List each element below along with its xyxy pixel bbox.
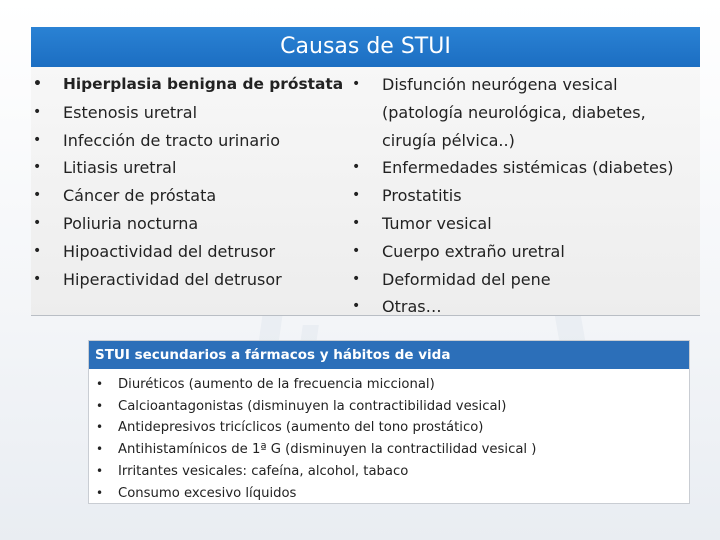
list-item [96, 396, 536, 418]
list-item-text: Diuréticos (aumento de la frecuencia miccional) [118, 377, 435, 392]
list-item-text: Antidepresivos tricíclicos (aumento del tono prostático) [118, 420, 484, 436]
list-item-text: Litiasis uretral [63, 158, 177, 178]
list-item-text: Poliuria nocturna [63, 213, 199, 233]
bullet-icon: • [352, 76, 361, 92]
secondary-causes-list [96, 374, 537, 504]
list-item [33, 154, 343, 182]
list-item-continuation: cirugía pélvica..) [382, 130, 515, 150]
bullet-icon: • [352, 214, 361, 231]
left-causes-list [33, 71, 344, 293]
bullet-icon: • [96, 377, 104, 391]
list-item [96, 374, 536, 396]
list-item-text: Consumo excesivo líquidos [118, 485, 297, 501]
secondary-causes-box [88, 340, 690, 504]
list-item-continuation: (patología neurológica, diabetes, [382, 102, 646, 122]
list-item [352, 71, 673, 154]
list-item [96, 417, 536, 439]
list-item [352, 182, 673, 210]
bullet-icon: • [352, 298, 361, 315]
bullet-icon: • [33, 270, 42, 287]
list-item-text: Irritantes vesicales: cafeína, alcohol, tabaco [118, 463, 409, 479]
bullet-icon: • [33, 214, 42, 231]
list-item [352, 266, 673, 294]
secondary-causes-header: STUI secundarios a fármacos y hábitos de vida [89, 341, 689, 369]
bullet-icon: • [96, 420, 104, 435]
list-item-text: Disfunción neurógena vesical [382, 75, 618, 94]
list-item-text: Estenosis uretral [63, 102, 198, 122]
bullet-icon: • [33, 187, 42, 204]
list-item [33, 210, 343, 238]
list-item-text: Hiperactividad del detrusor [63, 269, 282, 289]
bullet-icon: • [33, 103, 42, 120]
list-item [33, 71, 344, 99]
list-item [96, 439, 537, 461]
list-item-text: Hiperplasia benigna de próstata [63, 75, 344, 93]
list-item [352, 238, 673, 266]
list-item-text: Otras… [382, 297, 442, 317]
bullet-icon: • [352, 187, 361, 204]
list-item-text: Enfermedades sistémicas (diabetes) [382, 158, 674, 178]
list-item-text: Prostatitis [382, 186, 462, 206]
right-causes-list [352, 71, 674, 321]
bullet-icon: • [33, 242, 42, 259]
bullet-icon: • [33, 76, 42, 92]
list-item [33, 238, 343, 266]
list-item-text: Antihistamínicos de 1ª G (disminuyen la contractilidad vesical ) [118, 442, 537, 458]
bullet-icon: • [352, 242, 361, 259]
list-item [33, 182, 343, 210]
list-item-text: Deformidad del pene [382, 269, 551, 289]
list-item [96, 461, 536, 483]
list-item [352, 210, 673, 238]
list-item-text: Infección de tracto urinario [63, 130, 280, 150]
list-item-text: Tumor vesical [382, 213, 492, 233]
bullet-icon: • [352, 159, 361, 176]
bullet-icon: • [96, 398, 104, 413]
bullet-icon: • [33, 131, 42, 148]
bullet-icon: • [96, 463, 104, 478]
list-item [33, 127, 343, 155]
list-item [33, 266, 343, 294]
bullet-icon: • [96, 485, 104, 500]
list-item [352, 154, 674, 182]
bullet-icon: • [352, 270, 361, 287]
slide-title: Causas de STUI [31, 27, 700, 67]
list-item [352, 293, 673, 321]
list-item-text: Cuerpo extraño uretral [382, 241, 565, 261]
bullet-icon: • [96, 442, 104, 457]
bullet-icon: • [33, 159, 42, 176]
list-item-text: Calcioantagonistas (disminuyen la contractibilidad vesical) [118, 398, 507, 414]
list-item [96, 483, 536, 505]
list-item-text: Hipoactividad del detrusor [63, 241, 276, 261]
list-item-text: Cáncer de próstata [63, 186, 217, 206]
list-item [33, 99, 343, 127]
causes-panel [31, 67, 700, 316]
